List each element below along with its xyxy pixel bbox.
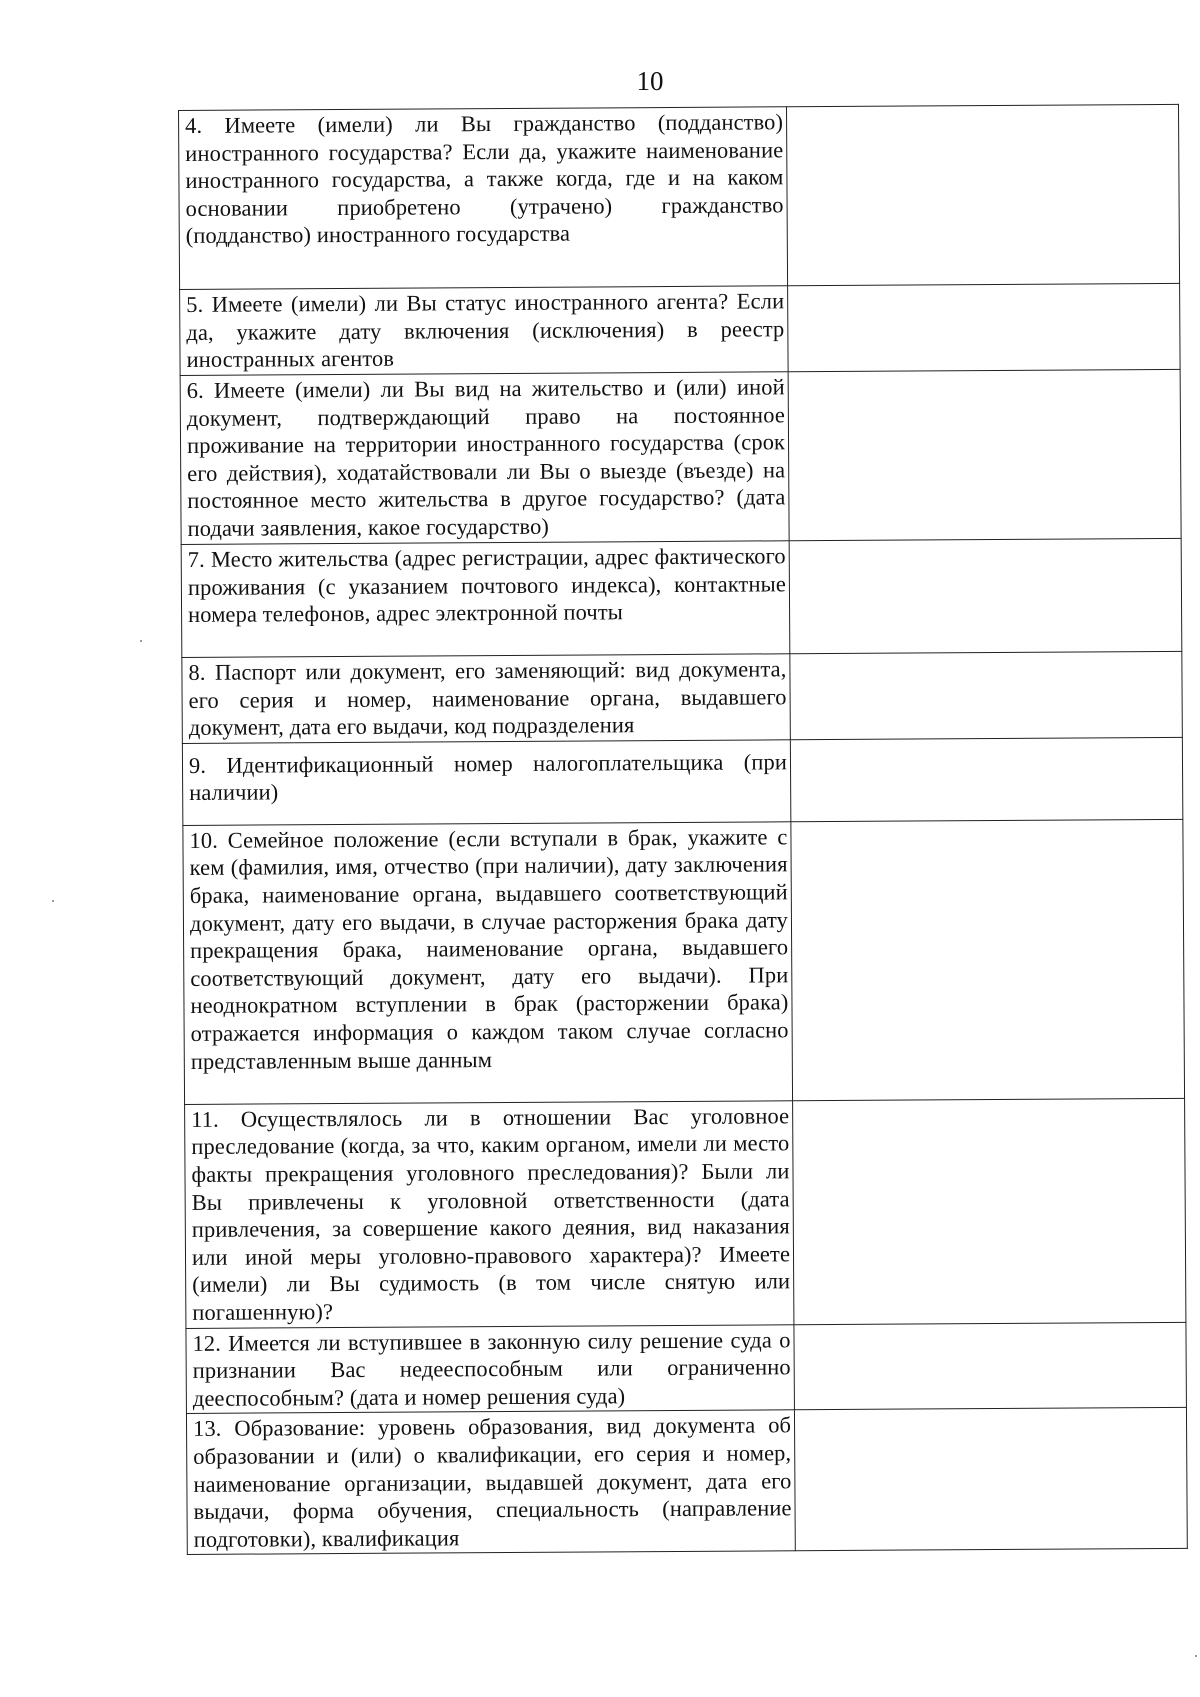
answer-cell[interactable] bbox=[790, 651, 1183, 739]
answer-cell[interactable] bbox=[789, 538, 1182, 653]
question-text: 8. Паспорт или документ, его заменяющий: вид документа, его серия и номер, наименование органа, выдавшего документ, дата его выдачи, код подразделения bbox=[188, 656, 787, 741]
question-text: 10. Семейное положение (если вступали в брак, укажите с кем (фамилия, имя, отчество (при наличии), дату заключения брака, наименование органа, выдавшего соответствующий документ, дату его выдачи, в случае расторжения брака дату прекращения брака, наименование органа, выдавшего соответствующий документ, дату его выдачи). При неоднократном вступлении в брак (расторжении брака) отражается информация о каждом таком случае согласно представленным выше данным bbox=[189, 824, 789, 1074]
answer-cell[interactable] bbox=[794, 1408, 1187, 1551]
scan-mark bbox=[1195, 1655, 1197, 1657]
answer-cell[interactable] bbox=[788, 369, 1181, 540]
question-text: 7. Место жительства (адрес регистрации, адрес фактического проживания (с указанием почтового индекса), контактные номера телефонов, адрес электронной почты bbox=[187, 543, 786, 628]
questionnaire-table bbox=[178, 104, 1188, 1555]
answer-cell[interactable] bbox=[788, 283, 1181, 371]
question-cell bbox=[185, 1101, 794, 1328]
scan-mark bbox=[140, 640, 142, 642]
question-cell bbox=[182, 740, 790, 826]
answer-cell[interactable] bbox=[786, 104, 1179, 285]
question-cell bbox=[186, 1324, 795, 1413]
answer-cell[interactable] bbox=[790, 737, 1182, 821]
answer-cell[interactable] bbox=[793, 1098, 1186, 1324]
table-row bbox=[180, 369, 1181, 544]
table-row bbox=[182, 651, 1183, 743]
table-row bbox=[186, 1408, 1187, 1555]
answer-cell[interactable] bbox=[794, 1322, 1187, 1410]
question-text: 5. Имеете (имели) ли Вы статус иностранного агента? Если да, укажите дату включения (исключения) в реестр иностранных агентов bbox=[186, 288, 785, 373]
scan-mark bbox=[52, 900, 54, 902]
question-text: 4. Имеете (имели) ли Вы гражданство (подданство) иностранного государства? Если да, укажите наименование иностранного государства, а также когда, где и на каком основании приобретено (утрачено) гражданство (подданство) иностранного государства bbox=[185, 109, 784, 249]
question-cell bbox=[183, 822, 793, 1105]
table-row bbox=[180, 283, 1181, 375]
question-cell bbox=[186, 1410, 795, 1555]
table-row bbox=[183, 819, 1185, 1104]
question-text: 13. Образование: уровень образования, вид документа об образовании и (или) о квалификации, его серия и номер, наименование организации, выдавшей документ, дата его выдачи, форма обучения, специальность (направление подготовки), квалификация bbox=[192, 1412, 792, 1552]
answer-cell[interactable] bbox=[791, 819, 1185, 1100]
question-cell bbox=[180, 372, 789, 545]
table-row bbox=[185, 1098, 1186, 1328]
question-cell bbox=[180, 286, 789, 376]
question-cell bbox=[182, 654, 791, 743]
question-text: 6. Имеете (имели) ли Вы вид на жительство и (или) иной документ, подтверждающий право на постоянное проживание на территории иностранного государства (срок его действия), ходатайствовали ли Вы о выезде (въезде) на постоянное место жительства в другое государство? (дата подачи заявления, какое государство) bbox=[186, 374, 786, 541]
table-row bbox=[179, 104, 1180, 289]
question-text: 9. Идентификационный номер налогоплательщика (при наличии) bbox=[188, 749, 788, 806]
table-row bbox=[181, 538, 1182, 657]
question-text: 12. Имеется ли вступившее в законную силу решение суда о признании Вас недееспособным или ограниченно дееспособным? (дата и номер решения суда) bbox=[192, 1326, 791, 1411]
table-row bbox=[182, 737, 1182, 825]
page-number: 10 bbox=[636, 66, 664, 96]
question-cell bbox=[181, 541, 790, 658]
question-text: 11. Осуществлялось ли в отношении Вас уголовное преследование (когда, за что, каким органом, имели ли место факты прекращения уголовного преследования)? Были ли Вы привлечены к уголовной ответственности (дата привлечения, за совершение какого деяния, вид наказания или иной меры уголовно-правового характера)? Имеете (имели) ли Вы судимость (в том числе снятую или погашенную)? bbox=[191, 1103, 791, 1325]
question-cell bbox=[179, 107, 788, 290]
table-row bbox=[186, 1322, 1187, 1414]
